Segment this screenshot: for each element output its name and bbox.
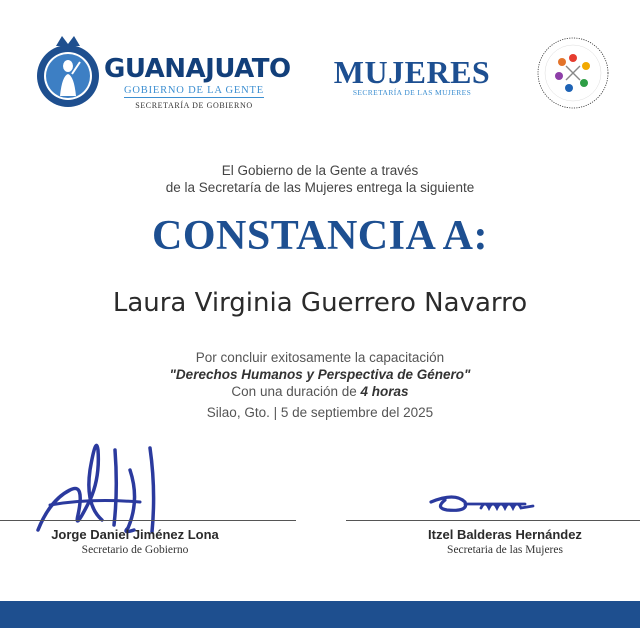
- intro-line-1: El Gobierno de la Gente a través: [221, 163, 419, 178]
- gobierno-subtitle: GOBIERNO DE LA GENTE: [124, 85, 264, 96]
- signature-1-mark: [30, 430, 165, 540]
- course-title: [0, 367, 640, 382]
- duration-value: 4 horas: [360, 384, 409, 399]
- mujeres-subtitle: SECRETARÍA DE LAS MUJERES: [352, 88, 472, 97]
- details-line-1: Por concluir exitosamente la capacitación: [195, 350, 445, 365]
- place-date: Silao, Gto. | 5 de septiembre del 2025: [206, 405, 434, 420]
- signatory-2-name: Itzel Balderas Hernández: [428, 527, 582, 542]
- intro-line-2: de la Secretaría de las Mujeres entrega la siguiente: [165, 180, 475, 195]
- course-title-text: "Derechos Humanos y Perspectiva de Género": [169, 367, 471, 382]
- signature-line-1: [0, 520, 296, 521]
- gobierno-secretaria: SECRETARÍA DE GOBIERNO: [135, 101, 253, 110]
- recipient-name: Laura Virginia Guerrero Navarro: [112, 288, 528, 318]
- document-headline: CONSTANCIA A:: [152, 213, 488, 259]
- guanajuato-seal-icon: [34, 32, 102, 110]
- signature-2-mark: [425, 490, 540, 520]
- duration-line: [0, 384, 640, 399]
- gobierno-title: GUANAJUATO: [104, 54, 291, 84]
- signature-line-2: [346, 520, 640, 521]
- signatory-2-role: Secretaria de las Mujeres: [447, 544, 563, 556]
- duration-prefix: Con una duración de: [231, 384, 357, 399]
- footer-band: [0, 601, 640, 628]
- signatory-1-role: Secretario de Gobierno: [81, 544, 189, 556]
- mujeres-title: MUJERES: [333, 54, 491, 90]
- norma-igualdad-laboral-logo-icon: [536, 36, 610, 110]
- signatory-1-name: Jorge Daniel Jiménez Lona: [51, 527, 219, 542]
